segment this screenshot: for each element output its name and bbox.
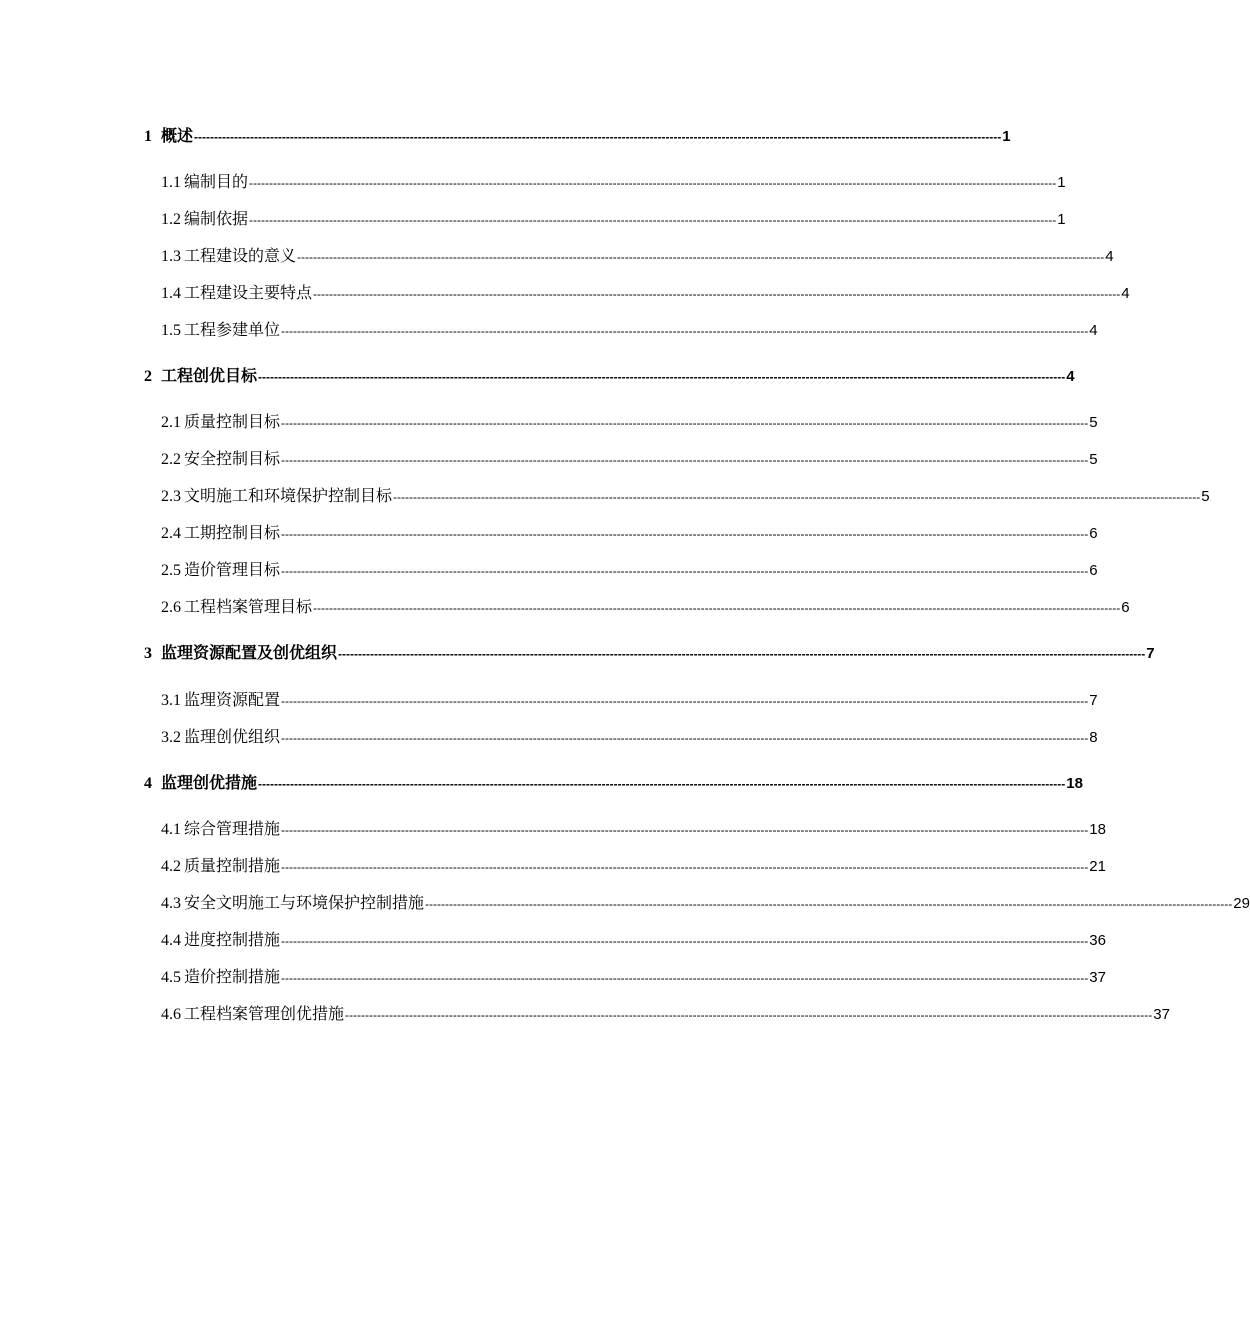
- toc-title: 监理创优组织: [184, 729, 281, 746]
- toc-leader-dots: ----------------------------------------------------------------------------------------------------------------------------------------------------------------------------------------------------------: [281, 324, 1089, 338]
- toc-title: 监理资源配置: [184, 692, 281, 709]
- toc-leader-dots: ----------------------------------------------------------------------------------------------------------------------------------------------------------------------------------------------------------: [281, 860, 1089, 874]
- toc-entry-2-5[interactable]: [161, 558, 1098, 584]
- toc-number: 4.5: [161, 969, 181, 986]
- toc-number: 2.5: [161, 562, 181, 579]
- toc-entry-3-2[interactable]: [161, 725, 1098, 751]
- toc-entry-4-6[interactable]: [161, 1002, 1170, 1028]
- toc-page-number: 6: [1089, 562, 1098, 579]
- toc-number: 3.2: [161, 729, 181, 746]
- toc-leader-dots: ----------------------------------------------------------------------------------------------------------------------------------------------------------------------------------------------------------: [425, 897, 1233, 911]
- toc-title: 工期控制目标: [184, 525, 281, 542]
- toc-number: 4.3: [161, 895, 181, 912]
- toc-page-number: 18: [1089, 821, 1106, 838]
- toc-title: 编制依据: [184, 211, 249, 228]
- toc-page-number: 1: [1057, 211, 1066, 228]
- toc-number: 3.1: [161, 692, 181, 709]
- toc-entry-4-3[interactable]: [161, 891, 1250, 917]
- toc-number: 4.6: [161, 1006, 181, 1023]
- toc-title: 造价管理目标: [184, 562, 281, 579]
- toc-leader-dots: ----------------------------------------------------------------------------------------------------------------------------------------------------------------------------------------------------------: [258, 777, 1066, 791]
- toc-page-number: 37: [1153, 1006, 1170, 1023]
- toc-leader-dots: ----------------------------------------------------------------------------------------------------------------------------------------------------------------------------------------------------------: [313, 287, 1121, 301]
- toc-page-number: 1: [1057, 174, 1066, 191]
- toc-number: 4: [144, 775, 152, 792]
- toc-title: 工程档案管理目标: [184, 599, 313, 616]
- toc-entry-2-4[interactable]: [161, 521, 1098, 547]
- toc-number: 3: [144, 645, 152, 662]
- toc-title: 综合管理措施: [184, 821, 281, 838]
- toc-leader-dots: ----------------------------------------------------------------------------------------------------------------------------------------------------------------------------------------------------------: [297, 250, 1105, 264]
- toc-leader-dots: ----------------------------------------------------------------------------------------------------------------------------------------------------------------------------------------------------------: [338, 647, 1146, 661]
- toc-page-number: 5: [1089, 414, 1098, 431]
- toc-leader-dots: ----------------------------------------------------------------------------------------------------------------------------------------------------------------------------------------------------------: [249, 213, 1057, 227]
- toc-entry-2[interactable]: [144, 364, 1075, 390]
- toc-page-number: 6: [1089, 525, 1098, 542]
- toc-page-number: 4: [1066, 368, 1075, 385]
- toc-page-number: 5: [1201, 488, 1210, 505]
- toc-title: 文明施工和环境保护控制目标: [184, 488, 393, 505]
- toc-leader-dots: ----------------------------------------------------------------------------------------------------------------------------------------------------------------------------------------------------------: [281, 694, 1089, 708]
- toc-number: 2.3: [161, 488, 181, 505]
- toc-leader-dots: ----------------------------------------------------------------------------------------------------------------------------------------------------------------------------------------------------------: [393, 490, 1201, 504]
- toc-page-number: 4: [1089, 322, 1098, 339]
- toc-number: 1.3: [161, 248, 181, 265]
- toc-title: 监理创优措施: [161, 775, 258, 792]
- toc-page-number: 18: [1066, 775, 1083, 792]
- toc-page-number: 7: [1146, 645, 1155, 662]
- toc-title: 工程参建单位: [184, 322, 281, 339]
- toc-page-number: 5: [1089, 451, 1098, 468]
- toc-entry-1-3[interactable]: [161, 244, 1114, 270]
- toc-title: 工程档案管理创优措施: [184, 1006, 345, 1023]
- toc-leader-dots: ----------------------------------------------------------------------------------------------------------------------------------------------------------------------------------------------------------: [313, 601, 1121, 615]
- toc-page-number: 7: [1089, 692, 1098, 709]
- toc-entry-1-5[interactable]: [161, 318, 1098, 344]
- toc-entry-1-4[interactable]: [161, 281, 1130, 307]
- toc-number: 1.5: [161, 322, 181, 339]
- toc-leader-dots: ----------------------------------------------------------------------------------------------------------------------------------------------------------------------------------------------------------: [281, 823, 1089, 837]
- toc-leader-dots: ----------------------------------------------------------------------------------------------------------------------------------------------------------------------------------------------------------: [281, 453, 1089, 467]
- toc-number: 1.2: [161, 211, 181, 228]
- toc-page-number: 29: [1233, 895, 1250, 912]
- toc-page-number: 37: [1089, 969, 1106, 986]
- toc-entry-4-1[interactable]: [161, 817, 1106, 843]
- toc-number: 2.4: [161, 525, 181, 542]
- toc-title: 安全控制目标: [184, 451, 281, 468]
- toc-title: 监理资源配置及创优组织: [161, 645, 338, 662]
- toc-entry-4[interactable]: [144, 771, 1083, 797]
- toc-entry-2-2[interactable]: [161, 447, 1098, 473]
- toc-entry-4-2[interactable]: [161, 854, 1106, 880]
- toc-title: 进度控制措施: [184, 932, 281, 949]
- toc-page-number: 1: [1002, 128, 1011, 145]
- toc-page-number: 4: [1105, 248, 1114, 265]
- toc-entry-3-1[interactable]: [161, 688, 1098, 714]
- toc-title: 编制目的: [184, 174, 249, 191]
- toc-page-number: 6: [1121, 599, 1130, 616]
- toc-entry-2-6[interactable]: [161, 595, 1130, 621]
- toc-leader-dots: ----------------------------------------------------------------------------------------------------------------------------------------------------------------------------------------------------------: [281, 564, 1089, 578]
- toc-entry-2-3[interactable]: [161, 484, 1210, 510]
- toc-title: 工程建设主要特点: [184, 285, 313, 302]
- toc-entry-1[interactable]: [144, 124, 1011, 150]
- toc-title: 概述: [161, 128, 194, 145]
- toc-number: 2.1: [161, 414, 181, 431]
- toc-number: 2.2: [161, 451, 181, 468]
- toc-title: 工程建设的意义: [184, 248, 297, 265]
- toc-title: 造价控制措施: [184, 969, 281, 986]
- toc-entry-3[interactable]: [144, 641, 1155, 667]
- toc-number: 1.1: [161, 174, 181, 191]
- toc-leader-dots: ----------------------------------------------------------------------------------------------------------------------------------------------------------------------------------------------------------: [249, 176, 1057, 190]
- toc-title: 质量控制目标: [184, 414, 281, 431]
- toc-number: 1.4: [161, 285, 181, 302]
- toc-leader-dots: ----------------------------------------------------------------------------------------------------------------------------------------------------------------------------------------------------------: [281, 934, 1089, 948]
- toc-page-number: 36: [1089, 932, 1106, 949]
- toc-leader-dots: ----------------------------------------------------------------------------------------------------------------------------------------------------------------------------------------------------------: [281, 416, 1089, 430]
- toc-title: 质量控制措施: [184, 858, 281, 875]
- toc-page-number: 8: [1089, 729, 1098, 746]
- toc-number: 2.6: [161, 599, 181, 616]
- toc-leader-dots: ----------------------------------------------------------------------------------------------------------------------------------------------------------------------------------------------------------: [258, 370, 1066, 384]
- toc-number: 1: [144, 128, 152, 145]
- toc-leader-dots: ----------------------------------------------------------------------------------------------------------------------------------------------------------------------------------------------------------: [345, 1008, 1153, 1022]
- toc-page-number: 4: [1121, 285, 1130, 302]
- toc-entry-4-5[interactable]: [161, 965, 1106, 991]
- toc-entry-4-4[interactable]: [161, 928, 1106, 954]
- toc-leader-dots: ----------------------------------------------------------------------------------------------------------------------------------------------------------------------------------------------------------: [194, 130, 1002, 144]
- toc-title: 安全文明施工与环境保护控制措施: [184, 895, 425, 912]
- toc-entry-1-2[interactable]: [161, 207, 1066, 233]
- toc-entry-2-1[interactable]: [161, 410, 1098, 436]
- toc-title: 工程创优目标: [161, 368, 258, 385]
- toc-number: 2: [144, 368, 152, 385]
- toc-leader-dots: ----------------------------------------------------------------------------------------------------------------------------------------------------------------------------------------------------------: [281, 527, 1089, 541]
- toc-number: 4.1: [161, 821, 181, 838]
- toc-number: 4.2: [161, 858, 181, 875]
- toc-leader-dots: ----------------------------------------------------------------------------------------------------------------------------------------------------------------------------------------------------------: [281, 971, 1089, 985]
- toc-page-number: 21: [1089, 858, 1106, 875]
- toc-number: 4.4: [161, 932, 181, 949]
- toc-leader-dots: ----------------------------------------------------------------------------------------------------------------------------------------------------------------------------------------------------------: [281, 731, 1089, 745]
- toc-entry-1-1[interactable]: [161, 170, 1066, 196]
